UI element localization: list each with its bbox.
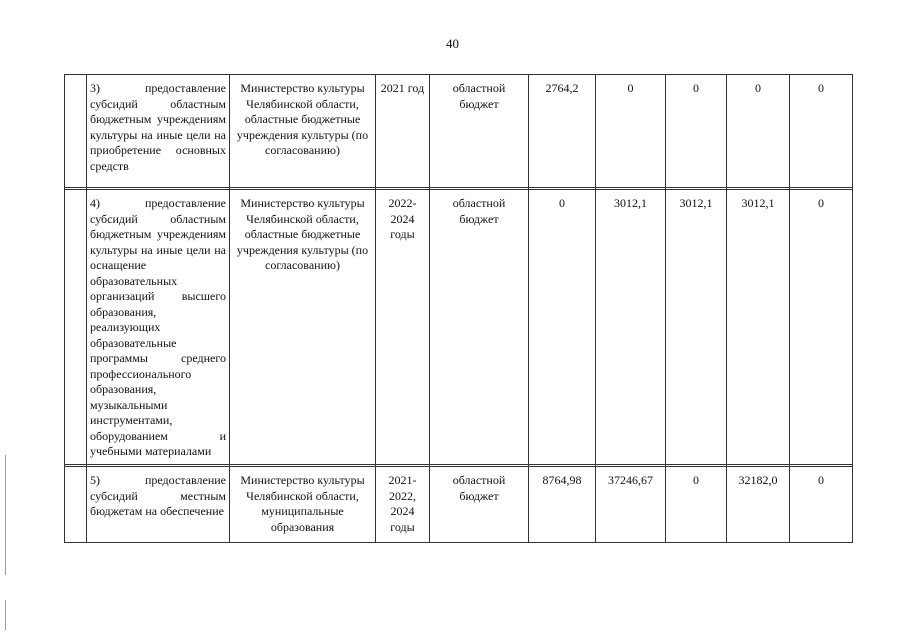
blank-index-cell: [65, 467, 87, 543]
scan-margin-mark: [5, 455, 6, 575]
value-2021: 8764,98: [529, 467, 596, 543]
table-row: [65, 467, 853, 543]
table-row: [65, 75, 853, 188]
period-cell: 2022-2024 годы: [376, 190, 430, 465]
funding-source-cell: областной бюджет: [430, 75, 529, 188]
executor-cell: Министерство культуры Челябинской области, муниципальные образования: [230, 467, 376, 543]
period-cell: 2021-2022, 2024 годы: [376, 467, 430, 543]
blank-index-cell: [65, 75, 87, 188]
executor-cell: Министерство культуры Челябинской области, областные бюджетные учреждения культуры (по согласованию): [230, 75, 376, 188]
value-2023: 0: [666, 467, 727, 543]
value-2025: 0: [790, 467, 853, 543]
table-row: [65, 190, 853, 465]
value-2023: 3012,1: [666, 190, 727, 465]
budget-table: [64, 74, 853, 543]
page-number: 40: [446, 36, 459, 51]
value-2024: 32182,0: [727, 467, 790, 543]
value-2022: 3012,1: [596, 190, 666, 465]
blank-index-cell: [65, 190, 87, 465]
measure-description: 5) предоставление субсидий местным бюджетам на обеспечение: [87, 467, 230, 543]
funding-source-cell: областной бюджет: [430, 467, 529, 543]
value-2021: 2764,2: [529, 75, 596, 188]
value-2025: 0: [790, 190, 853, 465]
value-2022: 37246,67: [596, 467, 666, 543]
period-cell: 2021 год: [376, 75, 430, 188]
value-2025: 0: [790, 75, 853, 188]
measure-description: 3) предоставление субсидий областным бюджетным учреждениям культуры на иные цели на приобретение основных средств: [87, 75, 230, 188]
funding-source-cell: областной бюджет: [430, 190, 529, 465]
value-2024: 3012,1: [727, 190, 790, 465]
value-2022: 0: [596, 75, 666, 188]
value-2021: 0: [529, 190, 596, 465]
value-2024: 0: [727, 75, 790, 188]
scan-margin-mark: [5, 600, 6, 630]
executor-cell: Министерство культуры Челябинской области, областные бюджетные учреждения культуры (по согласованию): [230, 190, 376, 465]
value-2023: 0: [666, 75, 727, 188]
measure-description: 4) предоставление субсидий областным бюджетным учреждениям культуры на иные цели на оснащение образовательных организаций высшего образования, реализующих образовательные программы среднего профессионального образования, музыкальными инструментами, оборудованием и учебными материалами: [87, 190, 230, 465]
